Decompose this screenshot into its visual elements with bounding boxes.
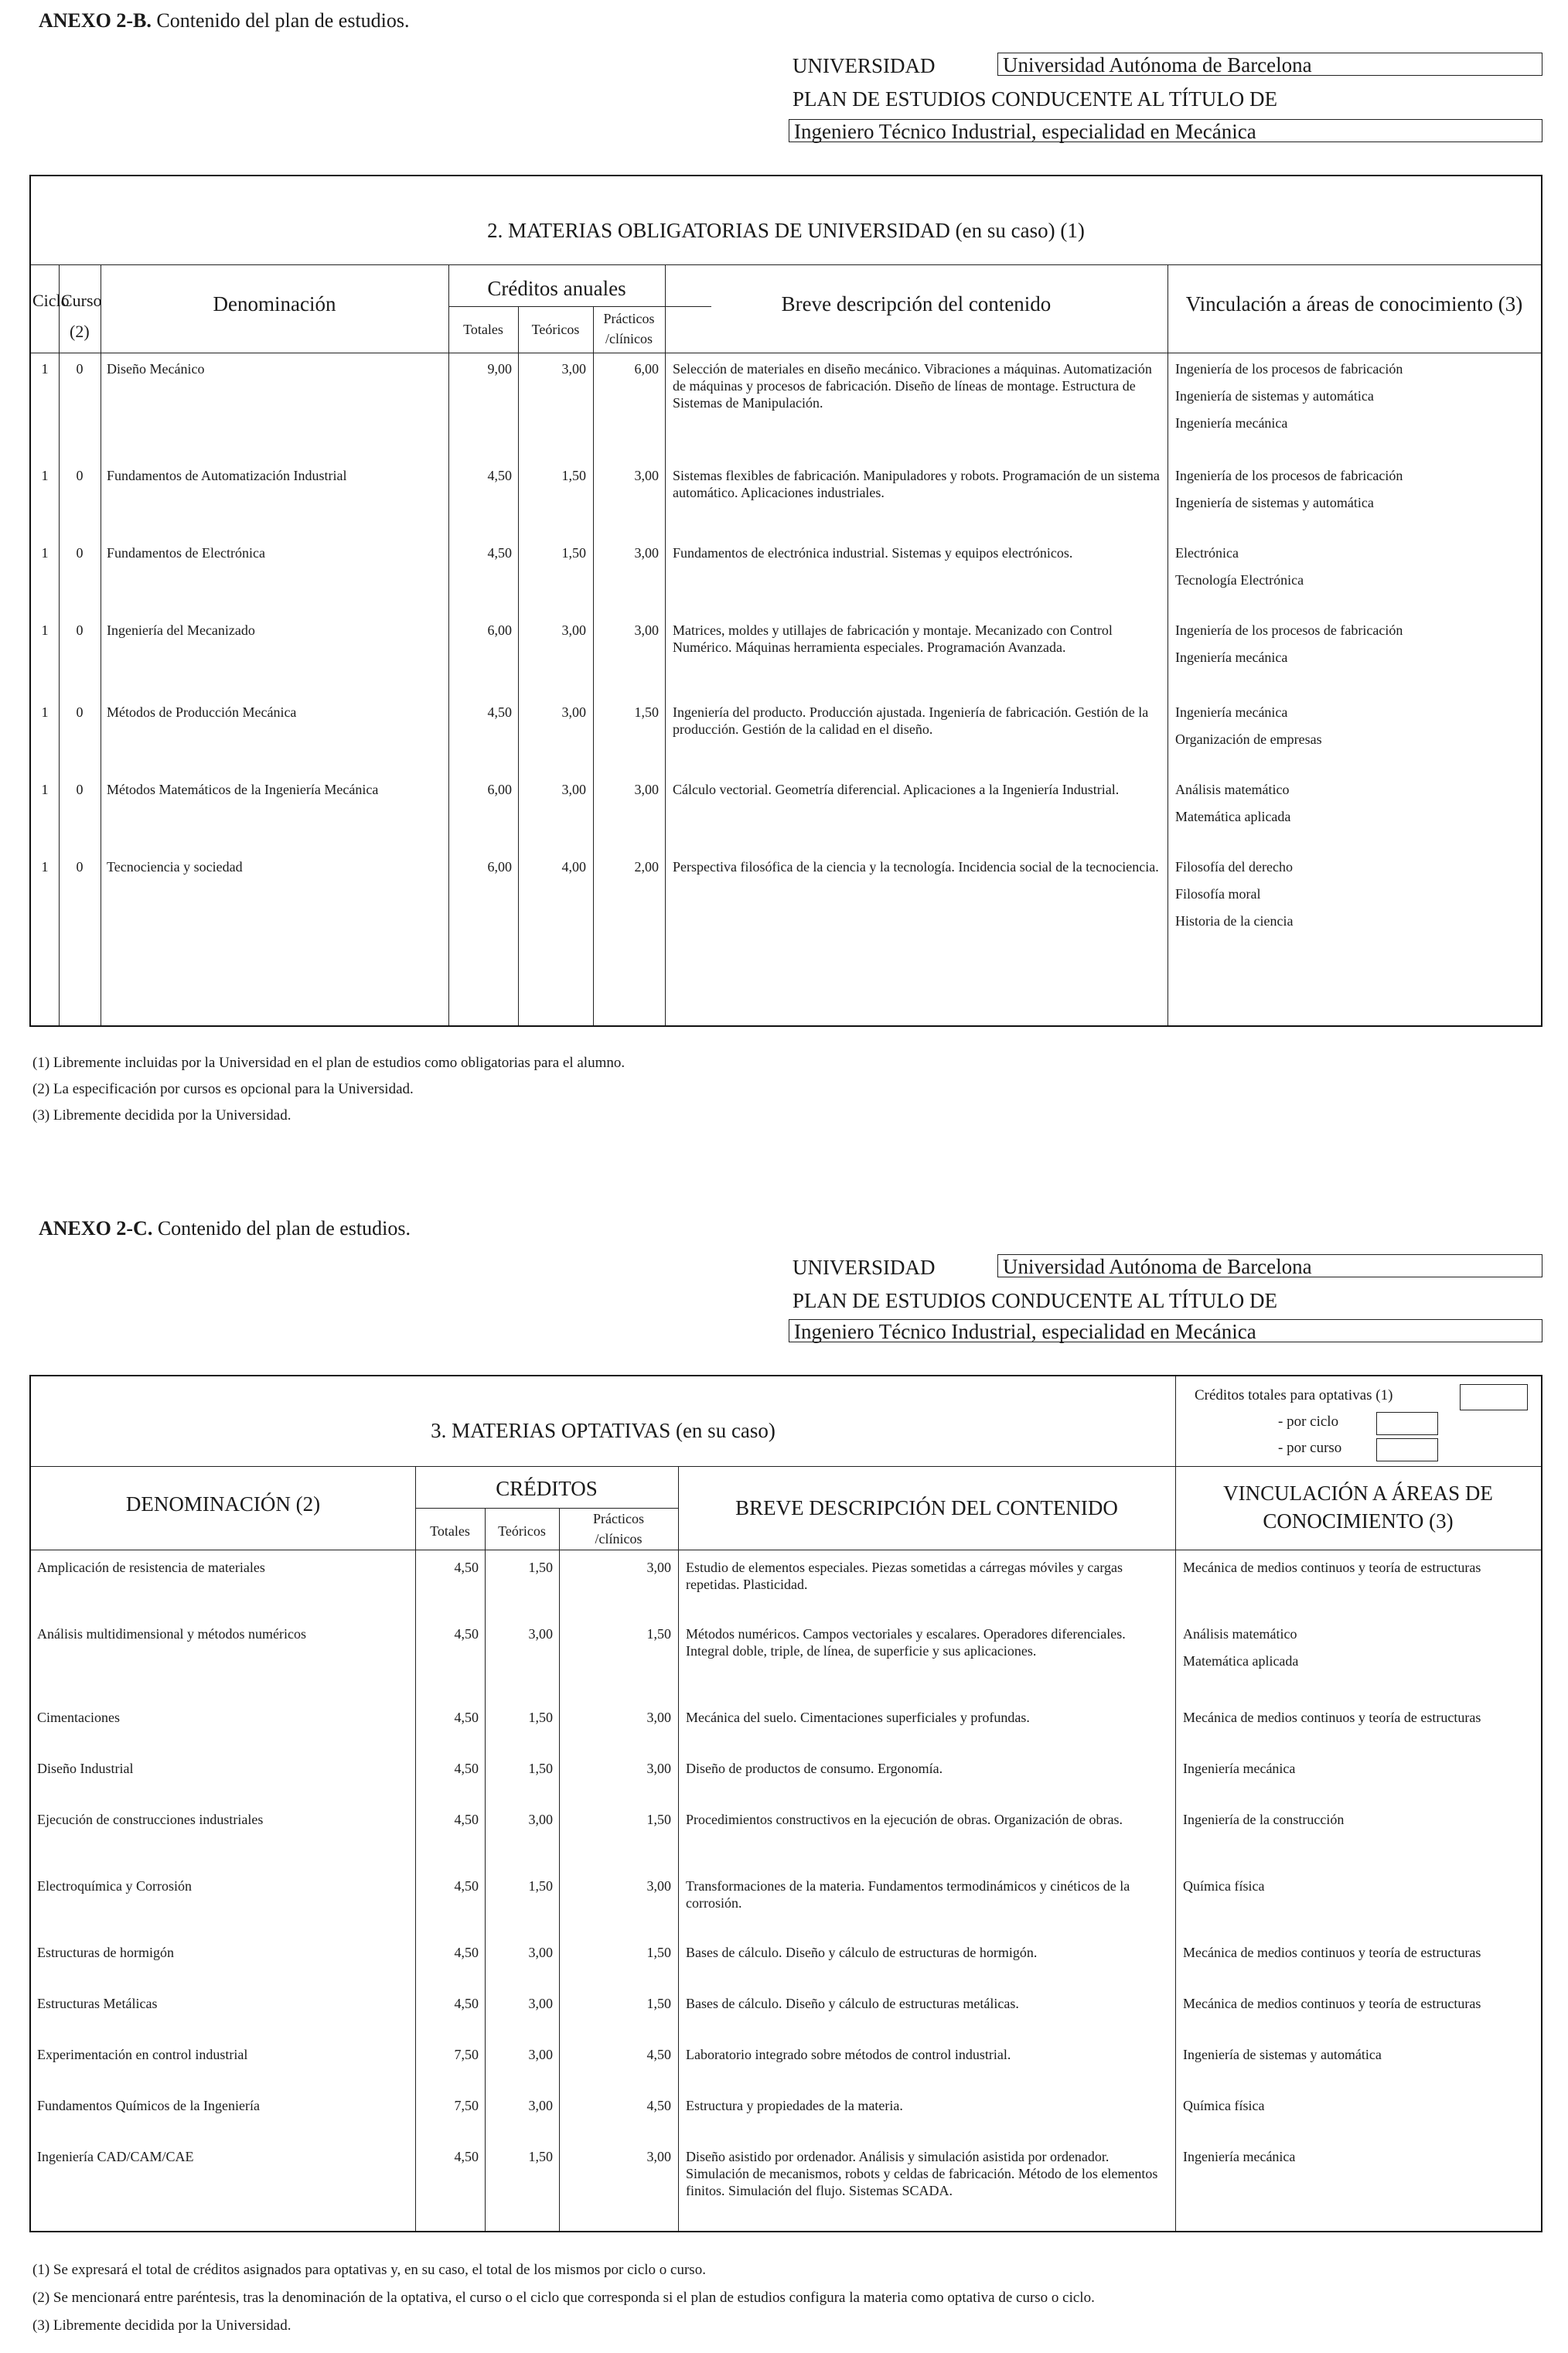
header-denominacion-c: DENOMINACIÓN (2) (125, 1492, 321, 1516)
row-totales: 7,50 (454, 2098, 479, 2113)
row-practicos: 2,00 (634, 859, 659, 875)
row-teoricos: 3,00 (528, 2047, 553, 2062)
row-area: Ingeniería mecánica (1175, 650, 1288, 665)
row-area: Análisis matemático (1175, 782, 1290, 797)
row-area: Filosofía del derecho (1175, 859, 1293, 875)
row-totales: 4,50 (454, 1812, 479, 1827)
header-descripcion-c: BREVE DESCRIPCIÓN DEL CONTENIDO (735, 1496, 1118, 1519)
row-area: Mecánica de medios continuos y teoría de estructuras (1183, 1560, 1481, 1575)
row-teoricos: 1,50 (561, 468, 586, 483)
row-area: Química física (1183, 2098, 1265, 2113)
row-teoricos: 3,00 (561, 622, 586, 638)
row-totales: 9,00 (487, 361, 512, 377)
row-descripcion: Diseño de productos de consumo. Ergonomía. (686, 1761, 943, 1776)
row-denominacion: Electroquímica y Corrosión (37, 1878, 192, 1894)
row-denominacion: Ingeniería CAD/CAM/CAE (37, 2149, 194, 2164)
row-practicos: 1,50 (634, 704, 659, 720)
row-denominacion: Fundamentos de Automatización Industrial (107, 468, 347, 483)
row-teoricos: 1,50 (561, 545, 586, 561)
row-teoricos: 3,00 (528, 1812, 553, 1827)
row-totales: 4,50 (454, 2149, 479, 2164)
row-totales: 4,50 (454, 1710, 479, 1725)
row-practicos: 1,50 (646, 1626, 671, 1642)
row-ciclo: 1 (41, 361, 49, 377)
row-descripcion: Diseño asistido por ordenador. Análisis y simulación asistida por ordenador. Simulación de mecanismos, robots y celdas de fabricación. Método de los elementos finitos. Simulación del flujo. Sistemas SCADA. (686, 2149, 1158, 2198)
row-ciclo: 1 (41, 704, 49, 720)
por-curso-box (1376, 1438, 1438, 1461)
note-c-1: (1) Se expresará el total de créditos asignados para optativas y, en su caso, el total de los mismos por ciclo o curso. (32, 2262, 706, 2278)
universidad-field-c: Universidad Autónoma de Barcelona (997, 1254, 1542, 1277)
row-teoricos: 1,50 (528, 1878, 553, 1894)
row-totales: 4,50 (454, 1560, 479, 1575)
row-curso: 0 (76, 545, 84, 561)
header-practicos: Prácticos (603, 311, 655, 326)
row-teoricos: 3,00 (528, 2098, 553, 2113)
row-teoricos: 4,00 (561, 859, 586, 875)
note-c-3: (3) Libremente decidida por la Universidad. (32, 2317, 291, 2334)
row-descripcion: Bases de cálculo. Diseño y cálculo de estructuras metálicas. (686, 1996, 1019, 2011)
plan-label-c: PLAN DE ESTUDIOS CONDUCENTE AL TÍTULO DE (793, 1289, 1277, 1312)
row-teoricos: 3,00 (561, 704, 586, 720)
row-descripcion: Bases de cálculo. Diseño y cálculo de estructuras de hormigón. (686, 1945, 1038, 1960)
row-totales: 6,00 (487, 622, 512, 638)
row-descripcion: Fundamentos de electrónica industrial. Sistemas y equipos electrónicos. (673, 545, 1073, 561)
row-teoricos: 1,50 (528, 1560, 553, 1575)
row-curso: 0 (76, 704, 84, 720)
row-denominacion: Análisis multidimensional y métodos numéricos (37, 1626, 306, 1642)
header-clinicos-c: /clínicos (595, 1531, 643, 1547)
header-denominacion: Denominación (213, 292, 336, 315)
row-area: Matemática aplicada (1183, 1653, 1299, 1669)
row-curso: 0 (76, 859, 84, 875)
optativas-total-box (1460, 1384, 1528, 1410)
row-area: Ingeniería de los procesos de fabricación (1175, 622, 1403, 638)
row-area: Historia de la ciencia (1175, 913, 1294, 929)
table-optativas (29, 1375, 1542, 2232)
row-area: Organización de empresas (1175, 731, 1322, 747)
row-teoricos: 1,50 (528, 1761, 553, 1776)
row-totales: 4,50 (454, 1945, 479, 1960)
row-descripcion: Estructura y propiedades de la materia. (686, 2098, 903, 2113)
por-ciclo-box (1376, 1412, 1438, 1435)
table-title: 2. MATERIAS OBLIGATORIAS DE UNIVERSIDAD (en su caso) (1) (487, 219, 1085, 242)
row-practicos: 1,50 (646, 1812, 671, 1827)
row-area: Ingeniería de los procesos de fabricación (1175, 361, 1403, 377)
row-teoricos: 1,50 (528, 2149, 553, 2164)
row-totales: 6,00 (487, 782, 512, 797)
row-denominacion: Métodos Matemáticos de la Ingeniería Mecánica (107, 782, 379, 797)
header-teoricos-c: Teóricos (498, 1523, 546, 1539)
row-descripcion: Ingeniería del producto. Producción ajustada. Ingeniería de fabricación. Gestión de la producción. Gestión de la calidad en el diseño. (673, 704, 1149, 737)
row-practicos: 1,50 (646, 1945, 671, 1960)
row-practicos: 3,00 (646, 2149, 671, 2164)
row-area: Mecánica de medios continuos y teoría de estructuras (1183, 1710, 1481, 1725)
row-descripcion: Métodos numéricos. Campos vectoriales y escalares. Operadores diferenciales. Integral doble, triple, de línea, de superficie y sus aplicaciones. (686, 1626, 1126, 1659)
titulo-field-c: Ingeniero Técnico Industrial, especialidad en Mecánica (789, 1319, 1542, 1342)
row-ciclo: 1 (41, 782, 49, 797)
row-ciclo: 1 (41, 622, 49, 638)
row-area: Filosofía moral (1175, 886, 1261, 902)
header-descripcion: Breve descripción del contenido (781, 292, 1052, 315)
header-totales-c: Totales (430, 1523, 470, 1539)
row-area: Ingeniería mecánica (1175, 704, 1288, 720)
row-denominacion: Diseño Industrial (37, 1761, 134, 1776)
header-creditos: Créditos anuales (487, 277, 626, 300)
row-practicos: 3,00 (634, 468, 659, 483)
row-descripcion: Procedimientos constructivos en la ejecución de obras. Organización de obras. (686, 1812, 1123, 1827)
row-ciclo: 1 (41, 545, 49, 561)
row-area: Análisis matemático (1183, 1626, 1297, 1642)
note-b-1: (1) Libremente incluidas por la Universidad en el plan de estudios como obligatorias para el alumno. (32, 1055, 625, 1071)
row-teoricos: 1,50 (528, 1710, 553, 1725)
header-teoricos: Teóricos (531, 322, 580, 337)
row-totales: 7,50 (454, 2047, 479, 2062)
row-area: Ingeniería mecánica (1183, 1761, 1296, 1776)
header-totales: Totales (463, 322, 503, 337)
row-descripcion: Cálculo vectorial. Geometría diferencial. Aplicaciones a la Ingeniería Industrial. (673, 782, 1120, 797)
row-area: Ingeniería de la construcción (1183, 1812, 1345, 1827)
row-ciclo: 1 (41, 468, 49, 483)
row-area: Tecnología Electrónica (1175, 572, 1304, 588)
row-descripcion: Mecánica del suelo. Cimentaciones superficiales y profundas. (686, 1710, 1030, 1725)
universidad-field: Universidad Autónoma de Barcelona (997, 53, 1542, 76)
row-area: Ingeniería de sistemas y automática (1183, 2047, 1382, 2062)
header-vinculacion: Vinculación a áreas de conocimiento (3) (1185, 292, 1523, 315)
row-descripcion: Perspectiva filosófica de la ciencia y la tecnología. Incidencia social de la tecnociencia. (673, 859, 1159, 875)
optativas-total-label: Créditos totales para optativas (1) (1195, 1387, 1393, 1403)
row-practicos: 3,00 (634, 622, 659, 638)
row-practicos: 3,00 (634, 782, 659, 797)
row-teoricos: 3,00 (561, 361, 586, 377)
row-teoricos: 3,00 (528, 1626, 553, 1642)
row-descripcion: Matrices, moldes y utillajes de fabricación y montaje. Mecanizado con Control Numérico. Máquinas herramienta especiales. Programación Avanzada. (673, 622, 1113, 655)
row-area: Ingeniería mecánica (1175, 415, 1288, 431)
row-practicos: 4,50 (646, 2098, 671, 2113)
row-descripcion: Estudio de elementos especiales. Piezas sometidas a cárregas móviles y cargas repetidas. Plasticidad. (686, 1560, 1123, 1592)
row-denominacion: Diseño Mecánico (107, 361, 205, 377)
row-totales: 4,50 (487, 704, 512, 720)
row-denominacion: Estructuras de hormigón (37, 1945, 174, 1960)
row-descripcion: Selección de materiales en diseño mecánico. Vibraciones a máquinas. Automatización de máquinas y procesos de fabricación. Diseño de líneas de montage. Estructura de Sistemas de Manipulación. (673, 361, 1152, 411)
row-denominacion: Cimentaciones (37, 1710, 120, 1725)
row-descripcion: Laboratorio integrado sobre métodos de control industrial. (686, 2047, 1011, 2062)
note-c-2: (2) Se mencionará entre paréntesis, tras la denominación de la optativa, el curso o el ciclo que corresponda si el plan de estudios configura la materia como optativa de curso o ciclo. (32, 2290, 1095, 2306)
header-curso-note: (2) (70, 322, 90, 341)
row-denominacion: Fundamentos de Electrónica (107, 545, 265, 561)
header-practicos-c: Prácticos (593, 1511, 644, 1526)
row-denominacion: Fundamentos Químicos de la Ingeniería (37, 2098, 260, 2113)
row-practicos: 3,00 (646, 1560, 671, 1575)
row-area: Ingeniería mecánica (1183, 2149, 1296, 2164)
note-b-2: (2) La especificación por cursos es opcional para la Universidad. (32, 1081, 414, 1097)
row-practicos: 3,00 (646, 1761, 671, 1776)
header-curso: Curso (61, 291, 102, 310)
header-creditos-c: CRÉDITOS (496, 1477, 598, 1500)
row-teoricos: 3,00 (528, 1996, 553, 2011)
row-practicos: 3,00 (646, 1710, 671, 1725)
row-area: Química física (1183, 1878, 1265, 1894)
row-totales: 4,50 (454, 1761, 479, 1776)
plan-label: PLAN DE ESTUDIOS CONDUCENTE AL TÍTULO DE (793, 87, 1277, 111)
row-totales: 6,00 (487, 859, 512, 875)
row-area: Ingeniería de sistemas y automática (1175, 388, 1374, 404)
row-curso: 0 (76, 361, 84, 377)
row-area: Matemática aplicada (1175, 809, 1291, 824)
row-denominacion: Ingeniería del Mecanizado (107, 622, 255, 638)
row-area: Mecánica de medios continuos y teoría de estructuras (1183, 1945, 1481, 1960)
row-area: Ingeniería de los procesos de fabricación (1175, 468, 1403, 483)
row-totales: 4,50 (454, 1626, 479, 1642)
titulo-field: Ingeniero Técnico Industrial, especialidad en Mecánica (789, 119, 1542, 142)
header-ciclo: Ciclo (32, 291, 70, 310)
row-totales: 4,50 (454, 1996, 479, 2011)
row-practicos: 1,50 (646, 1996, 671, 2011)
row-denominacion: Métodos de Producción Mecánica (107, 704, 297, 720)
header-vinculacion-c-1: VINCULACIÓN A ÁREAS DE (1223, 1482, 1493, 1505)
row-teoricos: 3,00 (528, 1945, 553, 1960)
row-area: Electrónica (1175, 545, 1239, 561)
header-vinculacion-c-2: CONOCIMIENTO (3) (1263, 1509, 1454, 1533)
header-clinicos: /clínicos (605, 331, 653, 346)
row-practicos: 3,00 (646, 1878, 671, 1894)
row-practicos: 4,50 (646, 2047, 671, 2062)
row-area: Mecánica de medios continuos y teoría de estructuras (1183, 1996, 1481, 2011)
row-descripcion: Transformaciones de la materia. Fundamentos termodinámicos y cinéticos de la corrosión. (686, 1878, 1130, 1911)
row-totales: 4,50 (487, 468, 512, 483)
row-denominacion: Amplicación de resistencia de materiales (37, 1560, 265, 1575)
row-descripcion: Sistemas flexibles de fabricación. Manipuladores y robots. Programación de un sistema automático. Aplicaciones industriales. (673, 468, 1160, 500)
row-denominacion: Tecnociencia y sociedad (107, 859, 243, 875)
row-practicos: 3,00 (634, 545, 659, 561)
universidad-label-c: UNIVERSIDAD (793, 1256, 936, 1279)
row-denominacion: Ejecución de construcciones industriales (37, 1812, 264, 1827)
row-denominacion: Estructuras Metálicas (37, 1996, 158, 2011)
anexo-c-title: ANEXO 2-C. Contenido del plan de estudios. (39, 1217, 411, 1240)
row-practicos: 6,00 (634, 361, 659, 377)
row-area: Ingeniería de sistemas y automática (1175, 495, 1374, 510)
row-curso: 0 (76, 468, 84, 483)
row-denominacion: Experimentación en control industrial (37, 2047, 248, 2062)
table-obligatorias (29, 175, 1542, 1027)
row-curso: 0 (76, 782, 84, 797)
row-teoricos: 3,00 (561, 782, 586, 797)
row-ciclo: 1 (41, 859, 49, 875)
note-b-3: (3) Libremente decidida por la Universidad. (32, 1107, 291, 1124)
table-title-c: 3. MATERIAS OPTATIVAS (en su caso) (431, 1419, 775, 1442)
row-totales: 4,50 (487, 545, 512, 561)
por-curso-label: - por curso (1278, 1440, 1342, 1456)
por-ciclo-label: - por ciclo (1278, 1414, 1339, 1430)
row-totales: 4,50 (454, 1878, 479, 1894)
anexo-b-title: ANEXO 2-B. Contenido del plan de estudios. (39, 9, 410, 32)
row-curso: 0 (76, 622, 84, 638)
universidad-label: UNIVERSIDAD (793, 54, 936, 77)
